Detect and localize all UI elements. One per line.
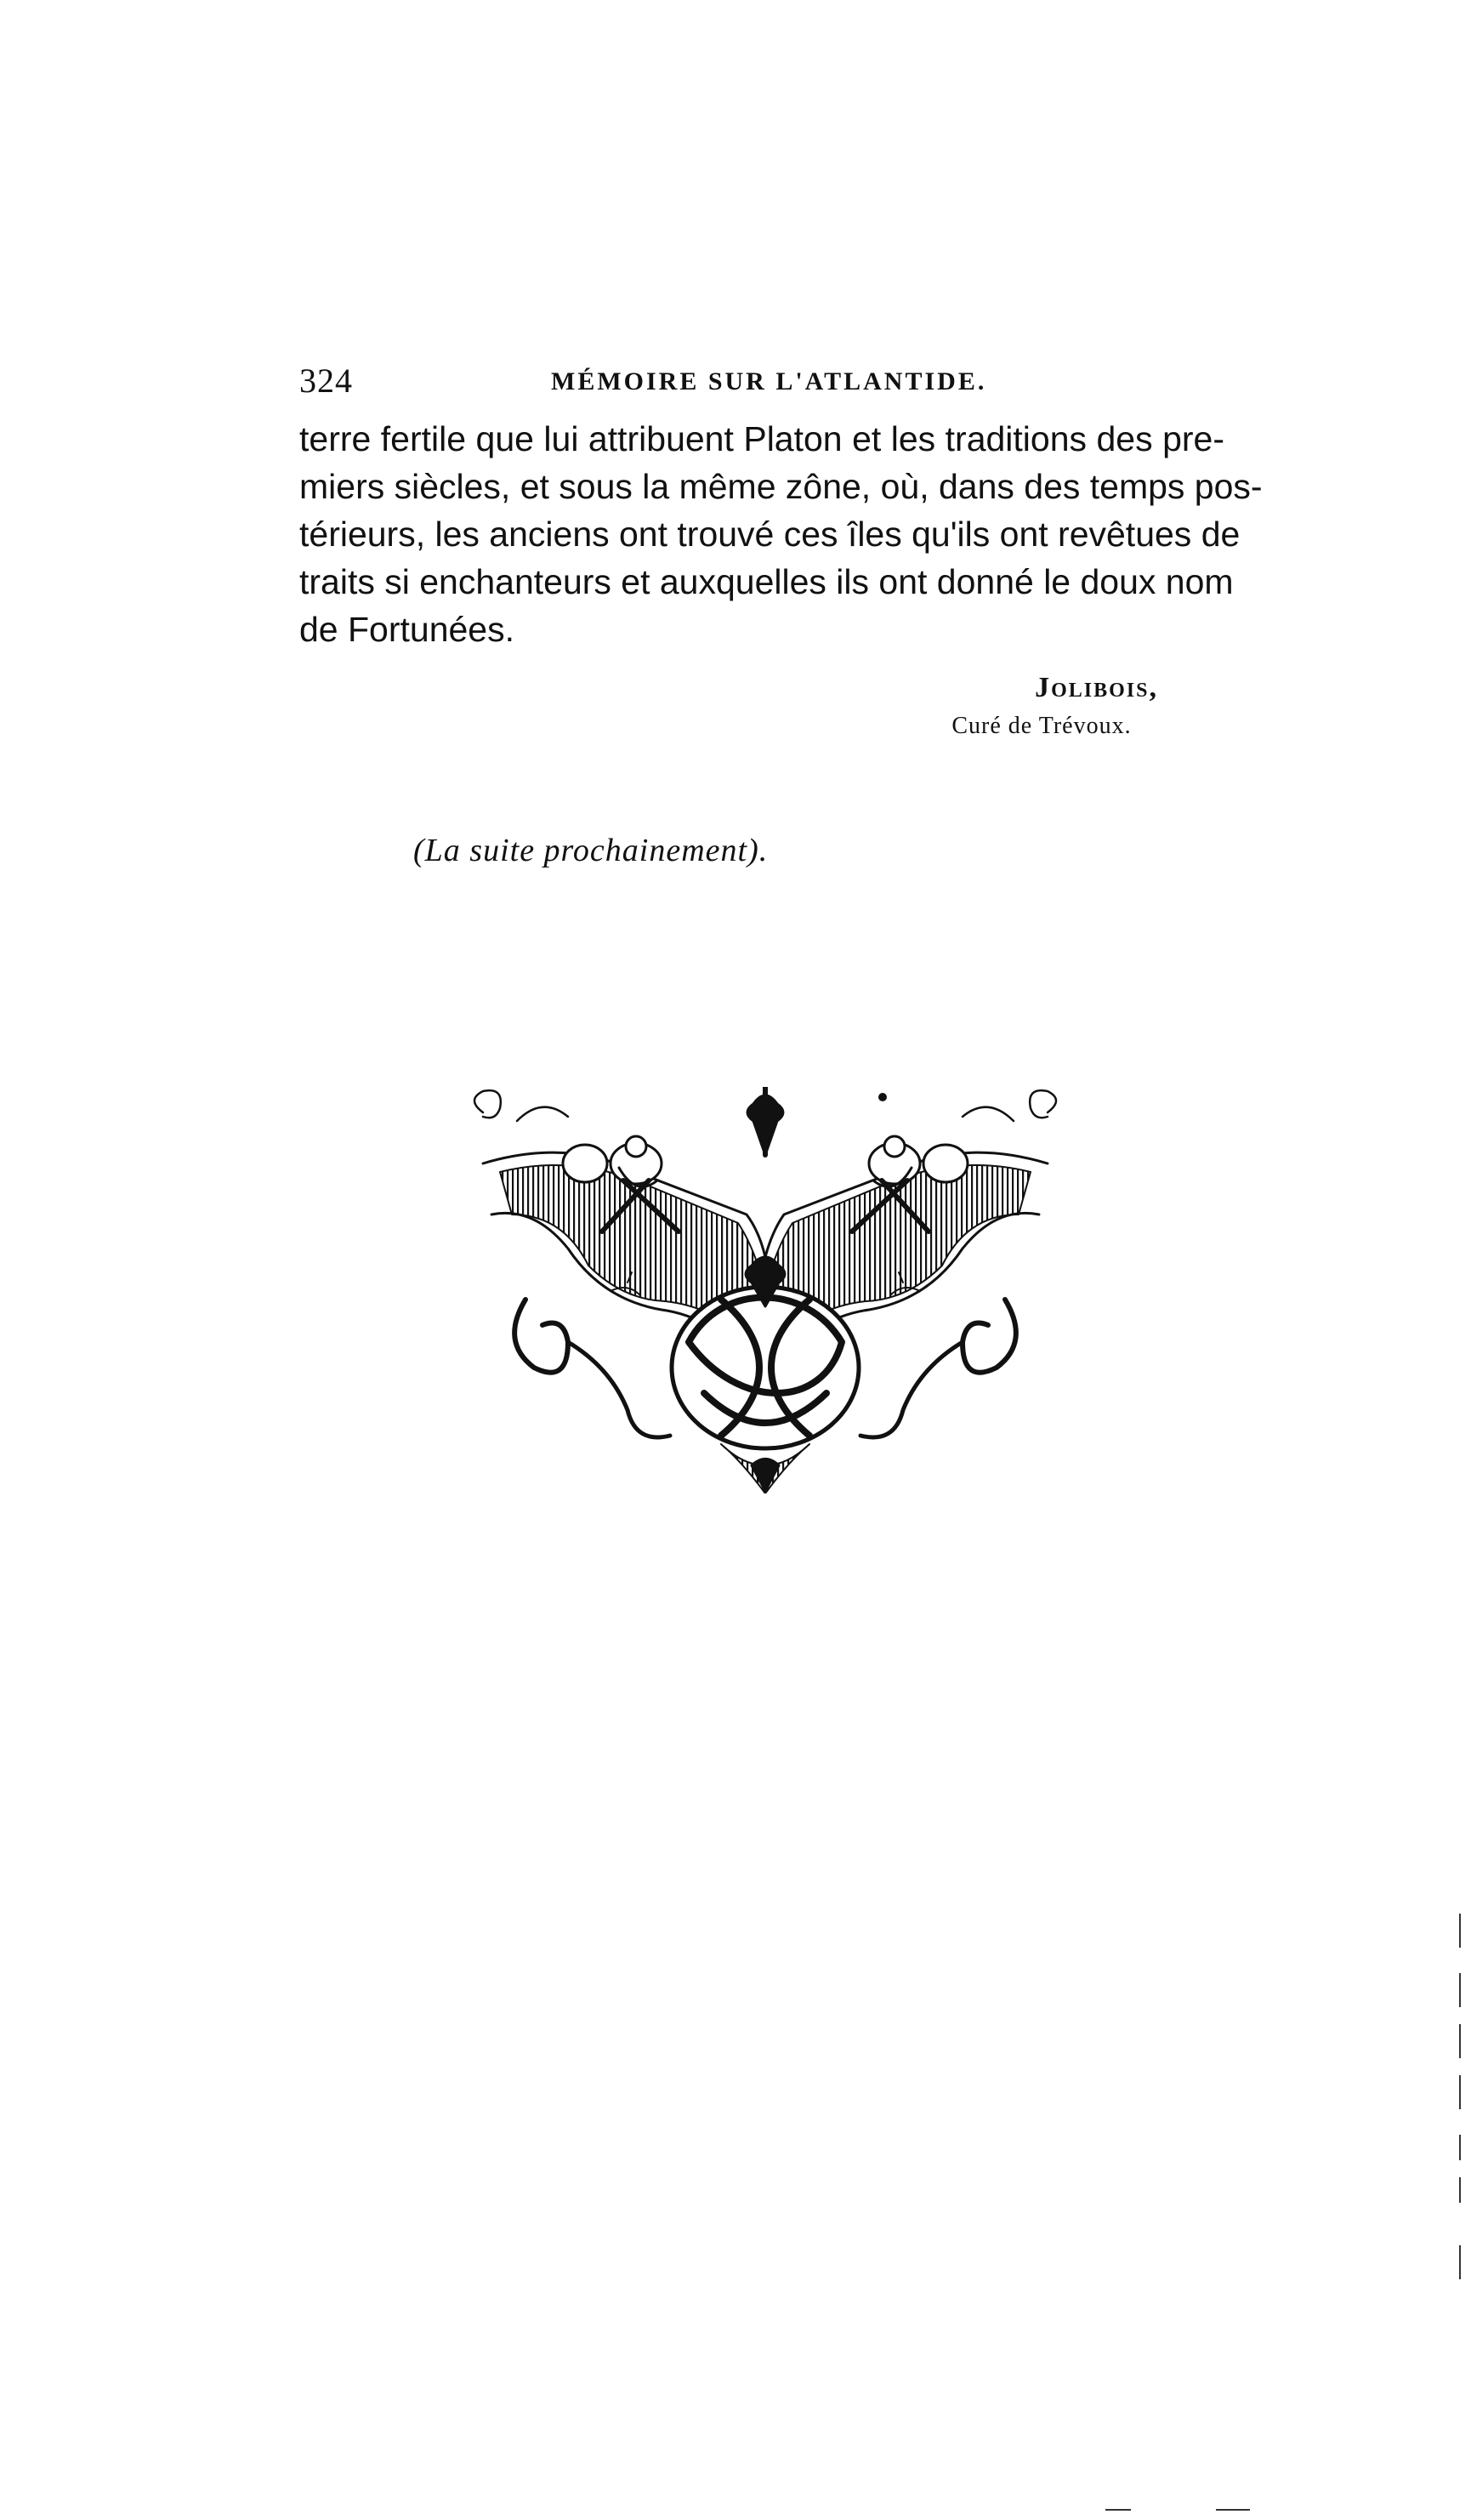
- scan-mark: [1459, 1914, 1461, 1948]
- scan-mark: [1459, 2135, 1461, 2160]
- running-title: MÉMOIRE SUR L'ATLANTIDE.: [551, 367, 987, 395]
- continuation-note: (La suite prochainement).: [413, 833, 769, 868]
- running-head: [299, 361, 1226, 412]
- body-line: de Fortunées.: [299, 610, 514, 649]
- scan-mark: [1216, 2509, 1250, 2511]
- body-line: térieurs, les anciens ont trouvé ces îles qu'ils ont revêtues de: [299, 515, 1241, 554]
- body-line: miers siècles, et sous la même zône, où, dans des temps pos-: [299, 467, 1263, 506]
- signature-block: [901, 672, 1182, 740]
- body-line: terre fertile que lui attribuent Platon et les traditions des pre-: [299, 419, 1224, 458]
- scan-mark: [1459, 2177, 1461, 2203]
- scan-mark: [1459, 2075, 1461, 2109]
- page-number: 324: [299, 361, 353, 400]
- scan-mark: [1459, 2024, 1461, 2058]
- decorative-tailpiece-icon: [466, 1087, 1065, 1493]
- body-paragraph: [299, 415, 1263, 653]
- scan-mark: [1459, 1973, 1461, 2007]
- author-title: Curé de Trévoux.: [951, 713, 1132, 739]
- scan-mark: [1459, 2245, 1461, 2279]
- author-name: Jolibois,: [1035, 672, 1158, 703]
- scan-mark: [1105, 2509, 1131, 2511]
- body-line: traits si enchanteurs et auxquelles ils ont donné le doux nom: [299, 562, 1234, 601]
